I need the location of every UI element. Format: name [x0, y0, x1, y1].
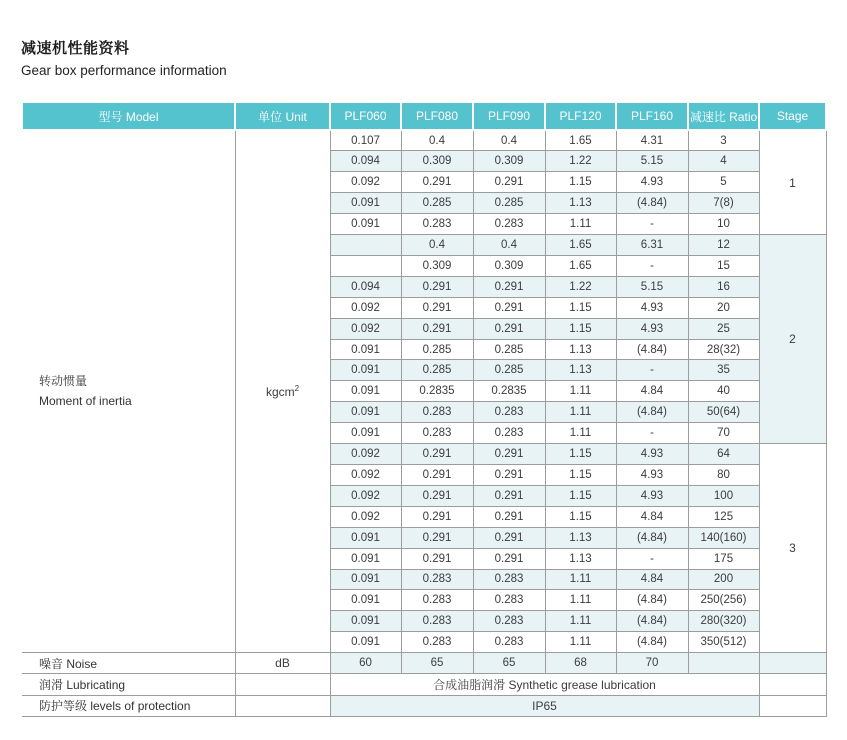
column-header-8: Stage	[759, 102, 826, 130]
value-cell: 0.4	[401, 130, 473, 151]
noise-unit-cell: dB	[235, 653, 330, 674]
ratio-cell: 70	[688, 423, 759, 444]
noise-row	[22, 653, 826, 674]
value-cell: (4.84)	[616, 402, 688, 423]
unit-superscript: 2	[294, 384, 300, 394]
ratio-cell: 5	[688, 172, 759, 193]
value-cell: 0.291	[401, 527, 473, 548]
value-cell: 0.091	[330, 548, 401, 569]
value-cell: 1.65	[545, 235, 616, 256]
noise-value-cell: 68	[545, 653, 616, 674]
value-cell: 1.13	[545, 339, 616, 360]
value-cell: 1.11	[545, 423, 616, 444]
value-cell: 0.091	[330, 423, 401, 444]
ratio-cell: 7(8)	[688, 193, 759, 214]
value-cell: 4.93	[616, 444, 688, 465]
value-cell: 1.22	[545, 276, 616, 297]
value-cell: 0.283	[473, 590, 545, 611]
value-cell: 0.291	[401, 297, 473, 318]
value-cell: 1.65	[545, 130, 616, 151]
noise-ratio-cell	[688, 653, 759, 674]
protection-row	[22, 695, 826, 716]
value-cell: 4.84	[616, 569, 688, 590]
value-cell: 0.091	[330, 193, 401, 214]
value-cell: 1.15	[545, 318, 616, 339]
lubricating-label-cell: 润滑 Lubricating	[22, 674, 235, 695]
ratio-cell: 20	[688, 297, 759, 318]
value-cell: 0.291	[401, 506, 473, 527]
unit-base: kgcm	[265, 385, 295, 400]
noise-label-cell: 噪音 Noise	[22, 653, 235, 674]
column-header-3: PLF080	[401, 102, 473, 130]
column-header-0: 型号 Model	[22, 102, 235, 130]
protection-unit-cell	[235, 695, 330, 716]
ratio-cell: 15	[688, 255, 759, 276]
value-cell: 0.091	[330, 402, 401, 423]
value-cell: -	[616, 255, 688, 276]
value-cell: 1.11	[545, 402, 616, 423]
ratio-cell: 250(256)	[688, 590, 759, 611]
value-cell: 4.84	[616, 506, 688, 527]
value-cell: (4.84)	[616, 527, 688, 548]
lubricating-row	[22, 674, 826, 695]
value-cell: 1.13	[545, 548, 616, 569]
ratio-cell: 100	[688, 485, 759, 506]
inertia-unit-cell	[235, 130, 330, 653]
value-cell: 1.13	[545, 527, 616, 548]
value-cell: 0.285	[473, 193, 545, 214]
value-cell: 0.285	[473, 339, 545, 360]
column-header-2: PLF060	[330, 102, 401, 130]
value-cell: 1.15	[545, 506, 616, 527]
ratio-cell: 80	[688, 465, 759, 486]
value-cell: 0.283	[473, 402, 545, 423]
value-cell: 0.283	[401, 611, 473, 632]
ratio-cell: 40	[688, 381, 759, 402]
protection-label-cell: 防护等级 levels of protection	[22, 695, 235, 716]
value-cell: 0.091	[330, 569, 401, 590]
noise-value-cell: 65	[473, 653, 545, 674]
value-cell: 0.285	[473, 360, 545, 381]
value-cell: 1.11	[545, 632, 616, 653]
value-cell: 0.283	[473, 423, 545, 444]
value-cell: 0.283	[401, 590, 473, 611]
value-cell: 0.291	[401, 548, 473, 569]
column-header-6: PLF160	[616, 102, 688, 130]
ratio-cell: 35	[688, 360, 759, 381]
value-cell: 0.309	[473, 151, 545, 172]
value-cell: 0.092	[330, 465, 401, 486]
value-cell: 0.291	[473, 172, 545, 193]
value-cell: 0.4	[473, 130, 545, 151]
value-cell: 0.291	[401, 318, 473, 339]
value-cell: 5.15	[616, 276, 688, 297]
value-cell: 0.092	[330, 444, 401, 465]
value-cell	[330, 255, 401, 276]
value-cell: 1.11	[545, 590, 616, 611]
value-cell: (4.84)	[616, 611, 688, 632]
value-cell: 0.091	[330, 632, 401, 653]
value-cell: 0.092	[330, 485, 401, 506]
protection-value-cell: IP65	[330, 695, 759, 716]
value-cell: 1.15	[545, 444, 616, 465]
value-cell: 0.309	[401, 255, 473, 276]
stage-cell: 1	[759, 130, 826, 235]
page-subtitle: Gear box performance information	[21, 63, 227, 78]
value-cell: 0.283	[473, 611, 545, 632]
value-cell: -	[616, 548, 688, 569]
value-cell: 1.11	[545, 611, 616, 632]
value-cell: 0.283	[401, 423, 473, 444]
noise-stage-cell	[759, 653, 826, 674]
noise-value-cell: 60	[330, 653, 401, 674]
value-cell: 0.283	[473, 632, 545, 653]
page-title: 减速机性能资料	[21, 40, 130, 57]
value-cell: 1.11	[545, 381, 616, 402]
ratio-cell: 10	[688, 214, 759, 235]
value-cell: 0.291	[473, 548, 545, 569]
value-cell: 0.291	[473, 527, 545, 548]
value-cell: 0.091	[330, 214, 401, 235]
ratio-cell: 350(512)	[688, 632, 759, 653]
value-cell: 0.291	[473, 444, 545, 465]
value-cell: 0.285	[401, 193, 473, 214]
ratio-cell: 280(320)	[688, 611, 759, 632]
value-cell: 0.291	[473, 297, 545, 318]
value-cell: 0.091	[330, 339, 401, 360]
value-cell: 0.4	[473, 235, 545, 256]
ratio-cell: 25	[688, 318, 759, 339]
value-cell: -	[616, 423, 688, 444]
value-cell: 0.309	[401, 151, 473, 172]
ratio-cell: 125	[688, 506, 759, 527]
header-row	[22, 102, 826, 130]
value-cell: 0.092	[330, 318, 401, 339]
column-header-1: 单位 Unit	[235, 102, 330, 130]
value-cell: 0.283	[401, 632, 473, 653]
value-cell: 1.15	[545, 465, 616, 486]
column-header-4: PLF090	[473, 102, 545, 130]
value-cell: 0.092	[330, 506, 401, 527]
value-cell: 4.84	[616, 381, 688, 402]
value-cell: 1.15	[545, 172, 616, 193]
value-cell: 0.291	[401, 276, 473, 297]
ratio-cell: 4	[688, 151, 759, 172]
value-cell: 1.65	[545, 255, 616, 276]
value-cell: 0.2835	[401, 381, 473, 402]
value-cell: 0.094	[330, 276, 401, 297]
value-cell: 4.93	[616, 297, 688, 318]
value-cell: 0.291	[401, 465, 473, 486]
value-cell: 1.11	[545, 569, 616, 590]
stage-cell: 2	[759, 235, 826, 444]
ratio-cell: 175	[688, 548, 759, 569]
value-cell: 0.291	[473, 276, 545, 297]
value-cell: 0.283	[473, 214, 545, 235]
value-cell: 0.094	[330, 151, 401, 172]
value-cell: 0.291	[401, 444, 473, 465]
inertia-label-cell	[22, 130, 235, 653]
inertia-label-en: Moment of inertia	[39, 393, 132, 408]
stage-cell: 3	[759, 444, 826, 653]
value-cell: 0.2835	[473, 381, 545, 402]
value-cell: 0.092	[330, 297, 401, 318]
value-cell: 0.091	[330, 611, 401, 632]
value-cell: 0.309	[473, 255, 545, 276]
lubricating-value-cell: 合成油脂润滑 Synthetic grease lubrication	[330, 674, 759, 695]
value-cell: 0.091	[330, 527, 401, 548]
value-cell: 1.15	[545, 485, 616, 506]
value-cell: 4.31	[616, 130, 688, 151]
value-cell: 0.283	[401, 214, 473, 235]
value-cell	[330, 235, 401, 256]
value-cell: 4.93	[616, 318, 688, 339]
value-cell: 1.13	[545, 193, 616, 214]
value-cell: (4.84)	[616, 632, 688, 653]
column-header-5: PLF120	[545, 102, 616, 130]
value-cell: 0.285	[401, 360, 473, 381]
value-cell: 0.291	[473, 485, 545, 506]
ratio-cell: 200	[688, 569, 759, 590]
value-cell: 0.285	[401, 339, 473, 360]
value-cell: 1.15	[545, 297, 616, 318]
value-cell: -	[616, 360, 688, 381]
inertia-label-zh: 转动惯量	[39, 374, 88, 389]
value-cell: 0.092	[330, 172, 401, 193]
ratio-cell: 28(32)	[688, 339, 759, 360]
value-cell: 0.291	[473, 465, 545, 486]
value-cell: (4.84)	[616, 193, 688, 214]
value-cell: 1.13	[545, 360, 616, 381]
table-row	[22, 130, 826, 151]
value-cell: 0.291	[401, 485, 473, 506]
table-header	[22, 102, 826, 130]
value-cell: 0.4	[401, 235, 473, 256]
value-cell: 0.091	[330, 590, 401, 611]
noise-value-cell: 65	[401, 653, 473, 674]
value-cell: 4.93	[616, 465, 688, 486]
ratio-cell: 64	[688, 444, 759, 465]
lubricating-stage-cell	[759, 674, 826, 695]
value-cell: 1.11	[545, 214, 616, 235]
noise-value-cell: 70	[616, 653, 688, 674]
value-cell: 0.291	[401, 172, 473, 193]
value-cell: 4.93	[616, 485, 688, 506]
value-cell: (4.84)	[616, 590, 688, 611]
value-cell: 0.283	[401, 402, 473, 423]
performance-table	[21, 101, 827, 717]
value-cell: 4.93	[616, 172, 688, 193]
ratio-cell: 16	[688, 276, 759, 297]
value-cell: 0.283	[401, 569, 473, 590]
value-cell: 0.283	[473, 569, 545, 590]
lubricating-unit-cell	[235, 674, 330, 695]
value-cell: 5.15	[616, 151, 688, 172]
column-header-7: 减速比 Ratio	[688, 102, 759, 130]
value-cell: 0.107	[330, 130, 401, 151]
value-cell: 6.31	[616, 235, 688, 256]
protection-stage-cell	[759, 695, 826, 716]
value-cell: 0.291	[473, 506, 545, 527]
value-cell: 1.22	[545, 151, 616, 172]
ratio-cell: 12	[688, 235, 759, 256]
value-cell: 0.091	[330, 381, 401, 402]
value-cell: (4.84)	[616, 339, 688, 360]
ratio-cell: 50(64)	[688, 402, 759, 423]
value-cell: 0.291	[473, 318, 545, 339]
table-body	[22, 130, 826, 717]
ratio-cell: 3	[688, 130, 759, 151]
value-cell: 0.091	[330, 360, 401, 381]
ratio-cell: 140(160)	[688, 527, 759, 548]
value-cell: -	[616, 214, 688, 235]
